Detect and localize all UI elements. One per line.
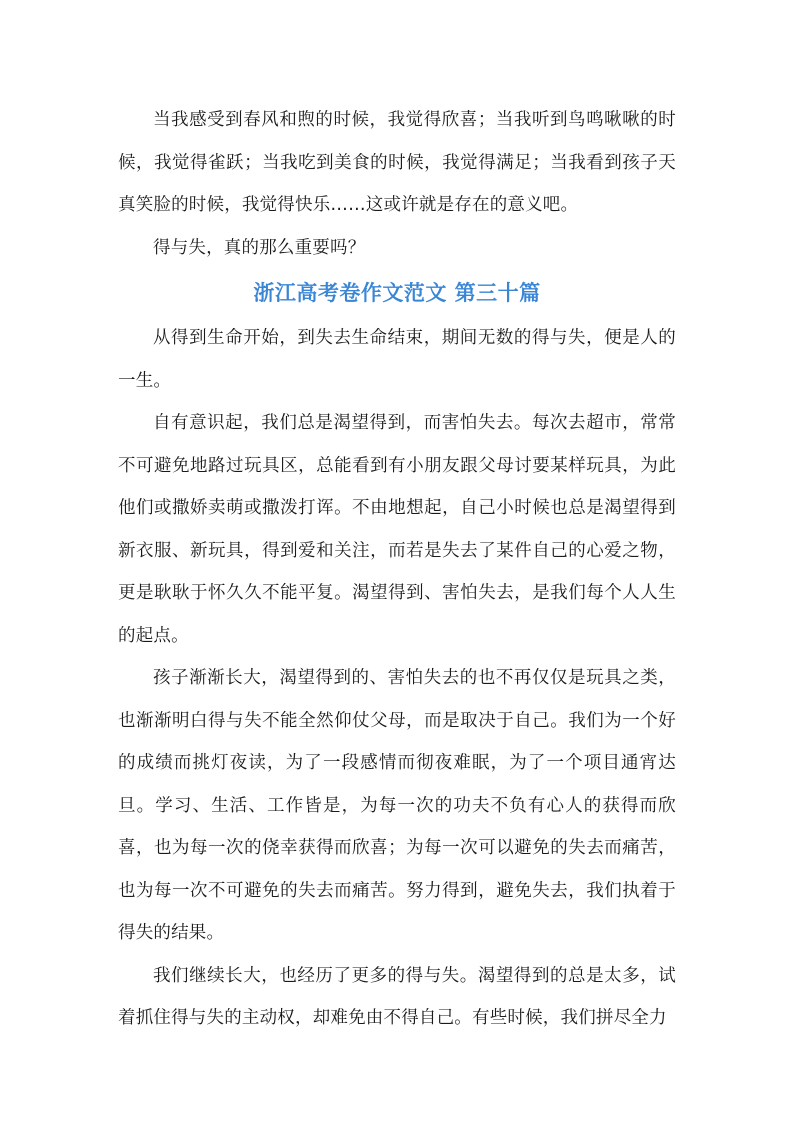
paragraph: 从得到生命开始，到失去生命结束，期间无数的得与失，便是人的一生。 [118,328,676,391]
paragraph: 自有意识起，我们总是渴望得到，而害怕失去。每次去超市，常常不可避免地路过玩具区，总能看到有小朋友跟父母讨要某样玩具，为此他们或撒娇卖萌或撒泼打诨。不由地想起，自己小时候也总是渴望得到新衣服、新玩具，得到爱和关注，而若是失去了某件自己的心爱之物，更是耿耿于怀久久不能平复。渴望得到、害怕失去，是我们每个人人生的起点。 [118,413,676,646]
paragraph: 孩子渐渐长大，渴望得到的、害怕失去的也不再仅仅是玩具之类，也渐渐明白得与失不能全然仰仗父母，而是取决于自己。我们为一个好的成绩而挑灯夜读，为了一段感情而彻夜难眠，为了一个项目通宵达旦。学习、生活、工作皆是，为每一次的功夫不负有心人的获得而欣喜，也为每一次的侥幸获得而欣喜；为每一次可以避免的失去而痛苦，也为每一次不可避免的失去而痛苦。努力得到，避免失去，我们执着于得失的结果。 [118,668,676,943]
paragraph: 我们继续长大，也经历了更多的得与失。渴望得到的总是太多，试着抓住得与失的主动权，却难免由不得自己。有些时候，我们拼尽全力 [118,965,676,1028]
paragraph: 当我感受到春风和煦的时候，我觉得欣喜；当我听到鸟鸣啾啾的时候，我觉得雀跃；当我吃到美食的时候，我觉得满足；当我看到孩子天真笑脸的时候，我觉得快乐……这或许就是存在的意义吧。 [118,110,676,215]
section-heading: 浙江高考卷作文范文 第三十篇 [253,281,541,305]
document-body [118,99,676,1040]
paragraph: 得与失，真的那么重要吗？ [153,237,366,258]
